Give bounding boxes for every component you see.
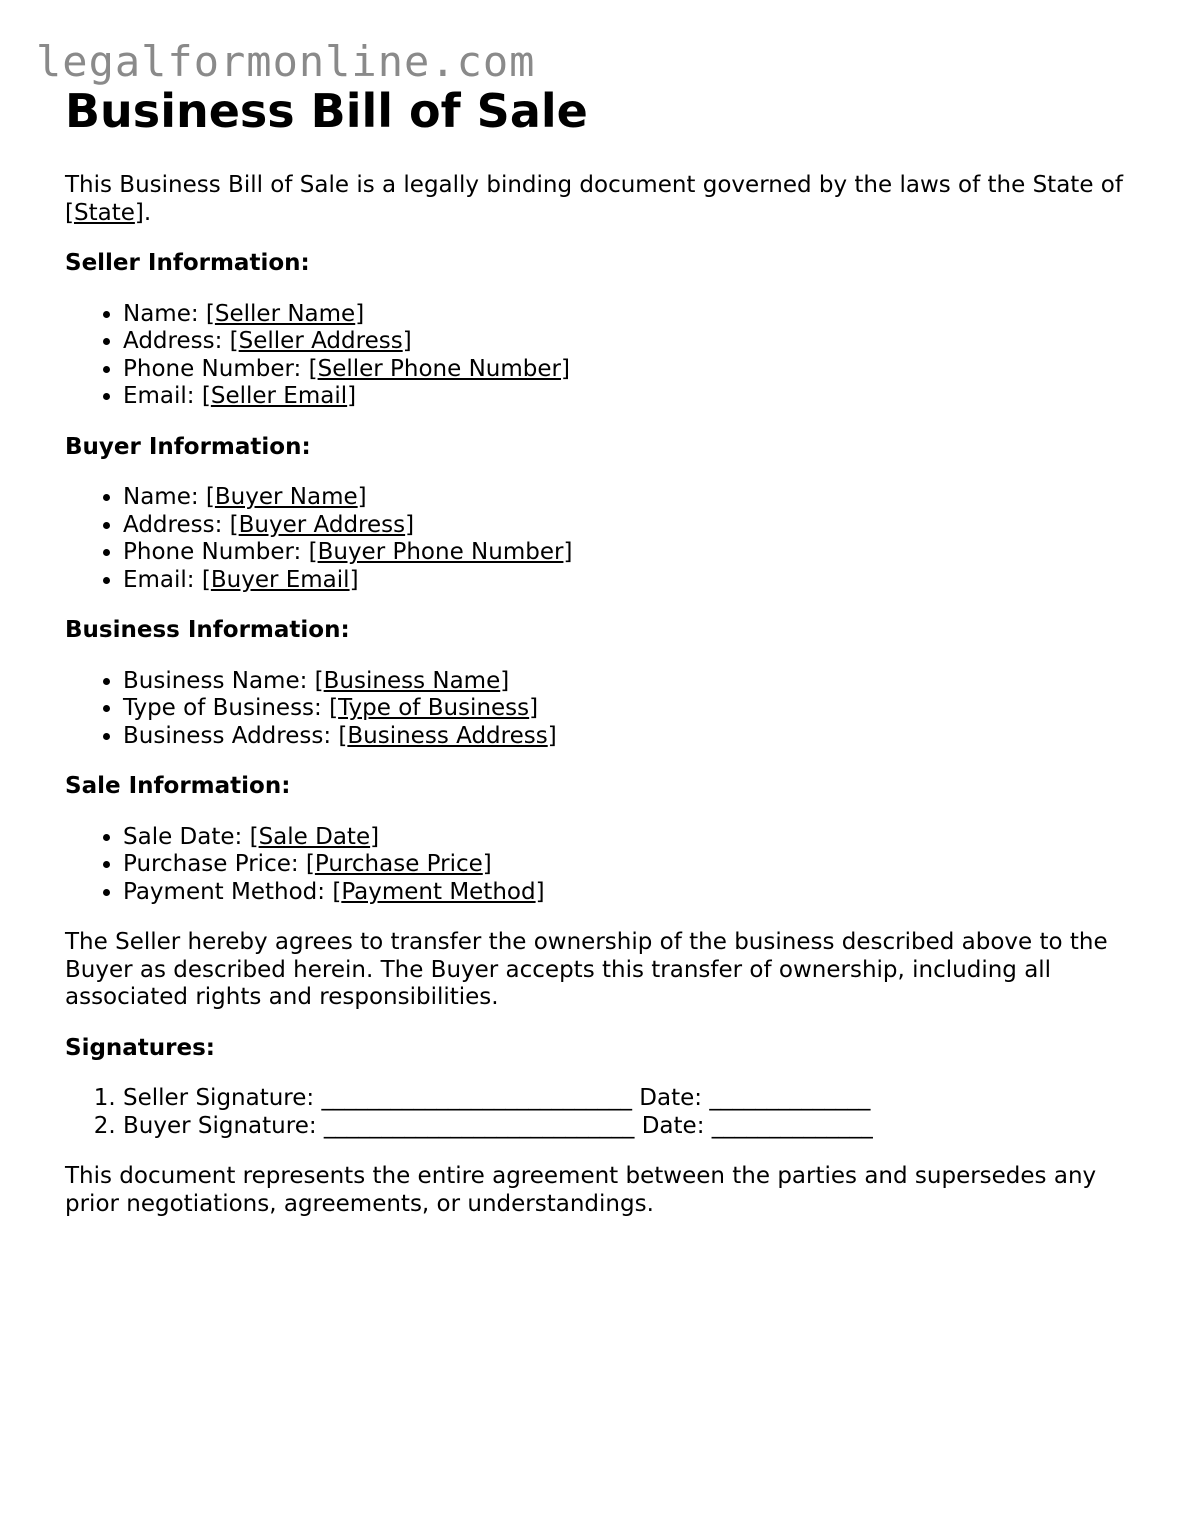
field-label: Payment Method: [123,878,333,905]
field-label: Purchase Price: [123,851,306,877]
business-heading: Business Information: [65,617,350,643]
purchase-price-item: • Purchase Price: [Purchase Price] [123,851,1125,879]
business-address-item: • Business Address: [Business Address] [123,723,1125,751]
seller-phone-field[interactable]: Seller Phone Number [317,355,561,382]
field-label: Phone Number: [123,539,309,565]
buyer-address-field[interactable]: Buyer Address [238,511,406,538]
buyer-date-line[interactable]: ______________ [711,1112,873,1139]
seller-address-item: • Address: [Seller Address] [123,328,1125,356]
signature-label: Buyer Signature: [123,1112,324,1139]
state-field[interactable]: State [73,199,135,226]
field-label: Email: [123,383,202,409]
seller-heading: Seller Information: [65,250,310,276]
payment-method-item: • Payment Method: [Payment Method] [123,879,1125,907]
business-type-field[interactable]: Type of Business [338,695,530,721]
signature-label: Seller Signature: [123,1085,322,1111]
sale-date-field[interactable]: Sale Date [258,823,371,850]
buyer-email-item: • Email: [Buyer Email] [123,567,1125,595]
buyer-list [65,484,1125,594]
date-label: Date: [634,1112,712,1139]
buyer-phone-item: • Phone Number: [Buyer Phone Number] [123,539,1125,567]
watermark: legalformonline.com [36,37,536,86]
seller-signature-line[interactable]: ___________________________ [321,1085,632,1111]
field-label: Sale Date: [123,823,250,850]
seller-name-item: • Name: [Seller Name] [123,301,1125,329]
field-label: Address: [123,328,230,354]
seller-signature-item [123,1085,1125,1113]
field-label: Name: [123,300,206,327]
field-label: Name: [123,484,206,510]
sale-date-item: • Sale Date: [Sale Date] [123,824,1125,852]
field-label: Phone Number: [123,355,309,382]
seller-email-field[interactable]: Seller Email [210,383,348,409]
sale-list [65,824,1125,907]
intro-text: This Business Bill of Sale is a legally binding document governed by the laws of the State of [65,172,1123,198]
seller-address-field[interactable]: Seller Address [238,328,403,354]
buyer-phone-field[interactable]: Buyer Phone Number [317,539,564,565]
business-address-field[interactable]: Business Address [347,722,548,749]
closing-paragraph: This document represents the entire agreement between the parties and supersedes any prior negotiations, agreements, or understandings. [65,1163,1097,1217]
buyer-name-field[interactable]: Buyer Name [214,484,358,510]
business-list [65,668,1125,751]
transfer-paragraph: The Seller hereby agrees to transfer the ownership of the business described above to the Buyer as described herein. The Buyer accepts this transfer of ownership, including all associated rights and responsibilities. [65,929,1108,1010]
field-label: Business Address: [123,722,339,749]
field-label: Type of Business: [123,695,330,721]
buyer-address-item: • Address: [Buyer Address] [123,512,1125,540]
buyer-signature-line[interactable]: ___________________________ [323,1112,635,1139]
business-name-item: • Business Name: [Business Name] [123,668,1125,696]
seller-name-field[interactable]: Seller Name [214,300,356,327]
buyer-signature-item [123,1113,1125,1141]
seller-list [65,301,1125,411]
seller-phone-item: • Phone Number: [Seller Phone Number] [123,356,1125,384]
signatures-heading: Signatures: [65,1034,216,1061]
document-title: Business Bill of Sale [65,84,588,138]
buyer-heading: Buyer Information: [65,433,311,460]
buyer-name-item: • Name: [Buyer Name] [123,484,1125,512]
intro-end: . [143,199,152,226]
seller-email-item: • Email: [Seller Email] [123,383,1125,411]
business-type-item: • Type of Business: [Type of Business] [123,695,1125,723]
intro-paragraph: This Business Bill of Sale is a legally binding document governed by the laws of the State of [State]. [65,172,1123,226]
sale-heading: Sale Information: [65,773,291,799]
business-name-field[interactable]: Business Name [323,667,501,694]
date-label: Date: [631,1085,710,1111]
field-label: Address: [123,511,230,538]
seller-date-line[interactable]: ______________ [709,1085,871,1111]
purchase-price-field[interactable]: Purchase Price [314,851,483,877]
document-body [65,84,1125,1241]
payment-method-field[interactable]: Payment Method [341,878,536,905]
signatures-list [65,1085,1125,1140]
field-label: Email: [123,566,202,593]
buyer-email-field[interactable]: Buyer Email [210,566,350,593]
field-label: Business Name: [123,667,315,694]
